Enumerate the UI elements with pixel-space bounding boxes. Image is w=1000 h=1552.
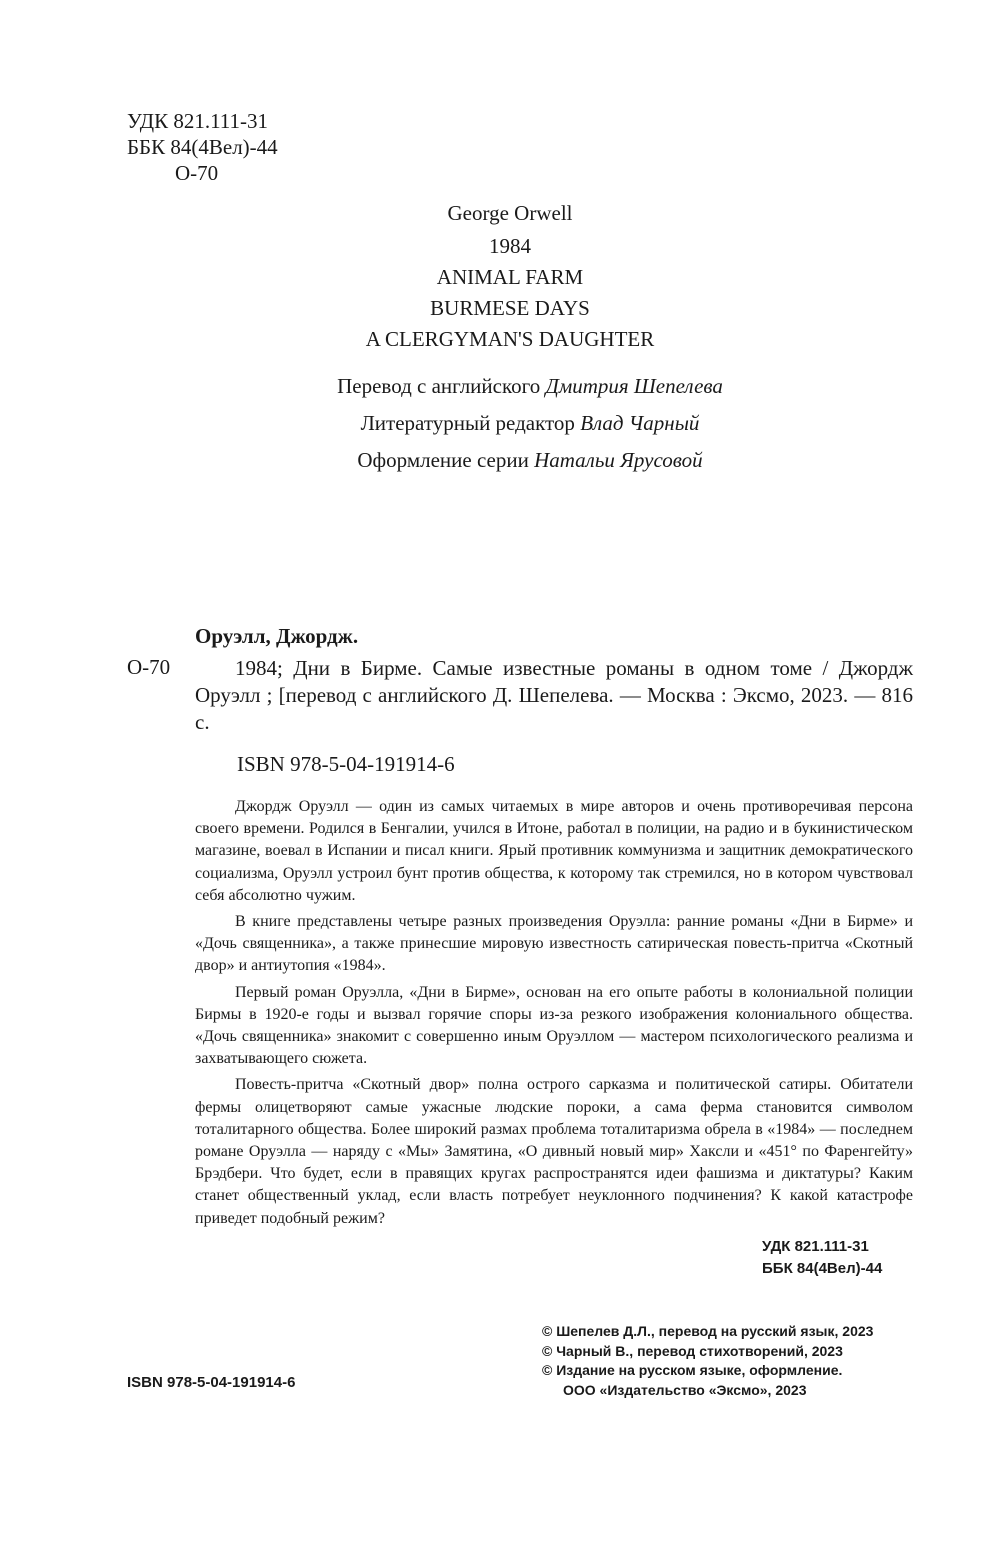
classification-codes <box>127 108 278 186</box>
work-title: ANIMAL FARM <box>436 265 584 289</box>
work-title: A CLERGYMAN'S DAUGHTER <box>365 327 655 351</box>
original-author: George Orwell <box>447 201 573 225</box>
bibliographic-isbn: ISBN 978-5-04-191914-6 <box>237 752 455 776</box>
credit-name: Дмитрия Шепелева <box>545 374 723 398</box>
work-title: BURMESE DAYS <box>430 296 590 320</box>
credit-label: Литературный редактор <box>360 411 575 435</box>
copyright-line: © Чарный В., перевод стихотворений, 2023 <box>542 1342 843 1359</box>
annotation-paragraph: В книге представлены четыре разных произведения Оруэлла: ранние романы «Дни в Бирме» и «Дочь священника», а также принесшие мировую известность сатирическая повесть-притча «Скотный двор» и антиутопия «1984». <box>195 913 913 975</box>
original-titles <box>290 198 730 355</box>
isbn-bottom: ISBN 978-5-04-191914-6 <box>127 1374 296 1391</box>
copyright-line: © Шепелев Д.Л., перевод на русский язык, 2023 <box>542 1323 874 1339</box>
udk-code-bottom: УДК 821.111-31 <box>762 1238 869 1255</box>
credit-name: Натальи Ярусовой <box>534 448 703 472</box>
bibliographic-entry: 1984; Дни в Бирме. Самые известные романы в одном томе / Джордж Оруэлл ; [перевод с английского Д. Шепелева. — Москва : Эксмо, 2023. — 816 с. <box>195 656 913 734</box>
credit-label: Перевод с английского <box>337 374 541 398</box>
classification-codes-bottom <box>762 1236 882 1280</box>
copyright-line: © Издание на русском языке, оформление. <box>542 1362 843 1378</box>
work-title: 1984 <box>489 234 531 258</box>
credit-design <box>260 442 800 479</box>
credit-translation <box>260 368 800 405</box>
annotation-paragraph: Джордж Оруэлл — один из самых читаемых в мире авторов и очень противоречивая персона своего времени. Родился в Бенгалии, учился в Итоне, работал в полиции, на радио и в букинистическом магазине, воевал в Испании и писал книги. Ярый противник коммунизма и защитник демократического социализма, Оруэлл устроил бунт против общества, к которому так стремился, но в котором чувствовал себя абсолютно чужим. <box>195 798 913 904</box>
annotation-paragraph: Первый роман Оруэлла, «Дни в Бирме», основан на его опыте работы в колониальной полиции Бирмы в 1920-е годы и вызвал горячие споры из-за резкого изображения колониального общества. «Дочь священника» знакомит с совершенно иным Оруэллом — мастером психологического реализма и захватывающего сюжета. <box>195 983 913 1068</box>
author-mark: О-70 <box>175 161 219 185</box>
bibliographic-code: О-70 <box>127 655 171 679</box>
credit-name: Влад Чарный <box>580 411 700 435</box>
annotation-paragraph: Повесть-притча «Скотный двор» полна острого сарказма и политической сатиры. Обитатели фермы олицетворяют самые ужасные людские пороки, а сама ферма становится символом тоталитарного общества. Более широкий размах проблема тоталитаризма обрела в «1984» — последнем романе Оруэлла — наряду с «Мы» Замятина, «О дивный новый мир» Хаксли и «451° по Фаренгейту» Брэдбери. Что будет, если в правящих кругах распространятся идеи фашизма и диктатуры? Каким станет общественный уклад, если власть потребует неуклонного подчинения? К какой катастрофе приведет подобный режим? <box>195 1076 913 1227</box>
credits <box>260 368 800 479</box>
credit-editor <box>260 405 800 442</box>
credit-label: Оформление серии <box>357 448 529 472</box>
bbk-code-bottom: ББК 84(4Вел)-44 <box>762 1260 883 1277</box>
bibliographic-author: Оруэлл, Джордж. <box>195 624 359 648</box>
copyright-line: ООО «Издательство «Эксмо», 2023 <box>563 1381 807 1398</box>
bbk-code: ББК 84(4Вел)-44 <box>127 135 278 159</box>
annotation <box>195 796 913 1234</box>
udk-code: УДК 821.111-31 <box>127 109 269 133</box>
copyright-block <box>542 1322 873 1400</box>
